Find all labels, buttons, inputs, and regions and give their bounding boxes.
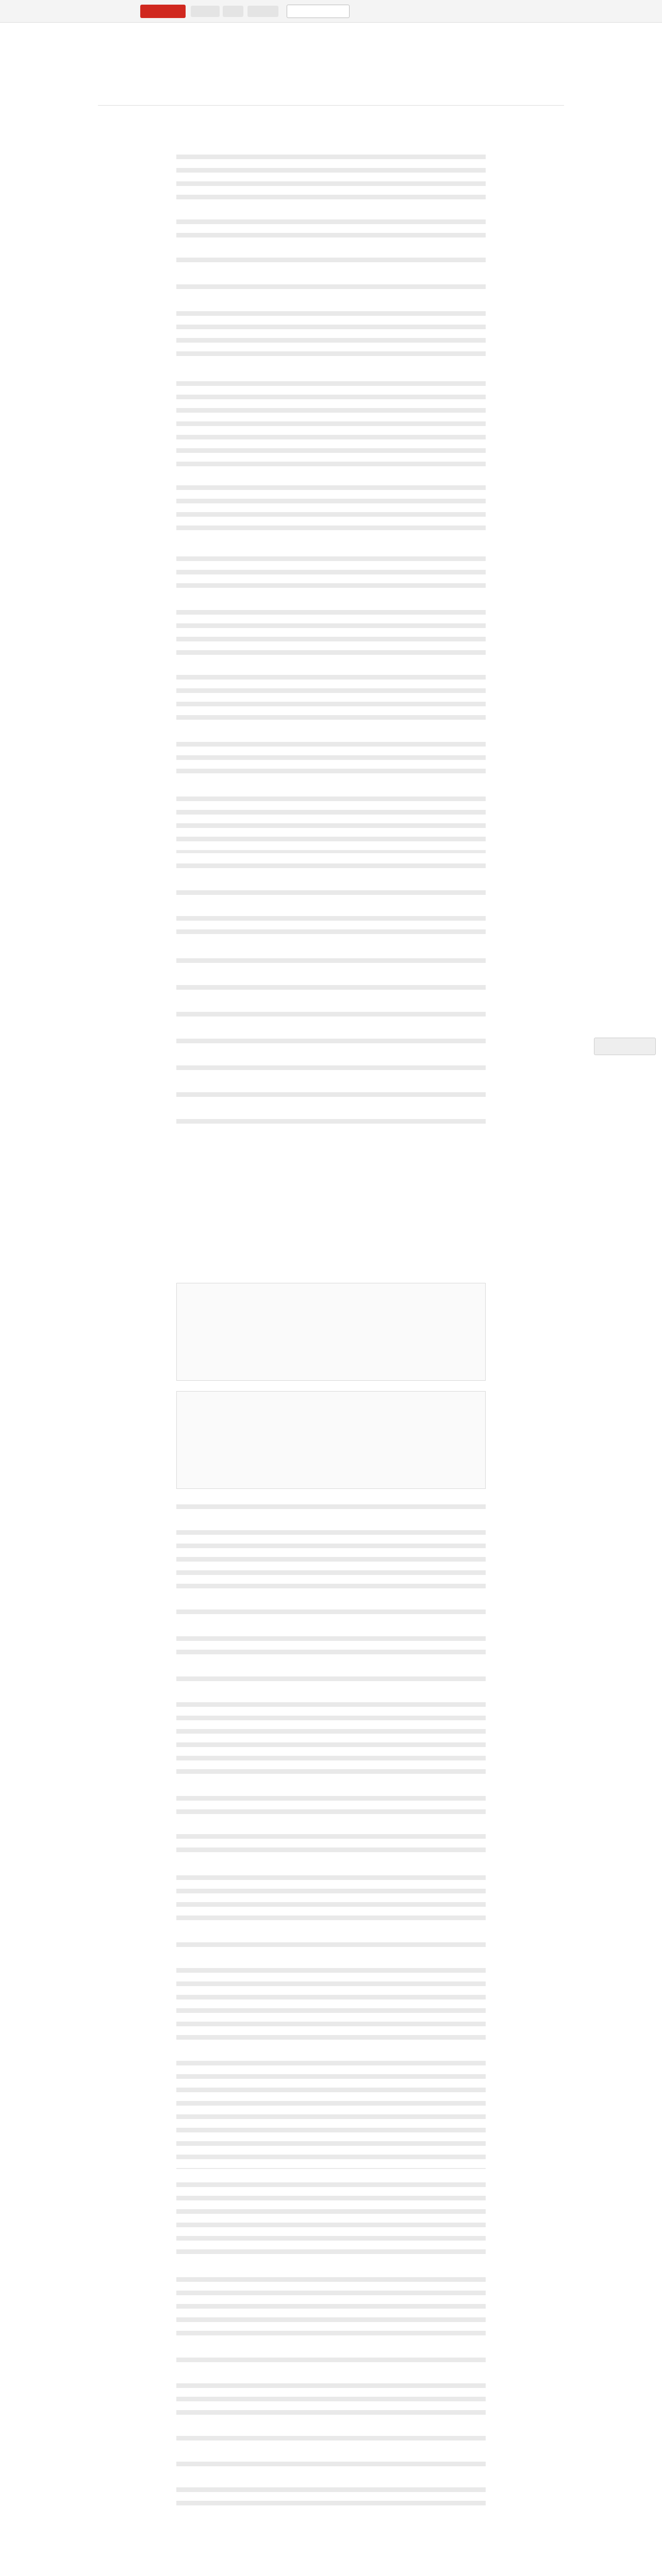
paragraph — [176, 258, 486, 270]
paragraph — [176, 155, 486, 207]
side-floating-button[interactable] — [594, 1038, 656, 1055]
series-title-link[interactable] — [98, 54, 418, 64]
paragraph — [176, 1012, 486, 1024]
chapter-title — [98, 64, 418, 74]
login-note — [98, 31, 387, 44]
breadcrumb — [98, 54, 418, 76]
nav-item-search[interactable] — [223, 6, 243, 17]
paragraph — [176, 2487, 486, 2513]
nav-item-review[interactable] — [247, 6, 278, 17]
paragraph — [176, 2436, 486, 2448]
toc-button[interactable] — [323, 91, 341, 101]
paragraph — [176, 1504, 486, 1517]
paragraph — [176, 1702, 486, 1783]
paragraph — [176, 1834, 486, 1860]
paragraph — [176, 485, 486, 539]
paragraph — [176, 1796, 486, 1822]
paragraph — [176, 1676, 486, 1689]
mission-box — [176, 1391, 486, 1489]
mission-box — [176, 1283, 486, 1381]
paragraph — [176, 1092, 486, 1105]
episode-title — [176, 124, 486, 145]
paragraph — [176, 1119, 486, 1131]
paragraph — [176, 2462, 486, 2474]
paragraph — [176, 2182, 486, 2263]
paragraph — [176, 796, 486, 853]
divider — [98, 105, 564, 106]
paragraph — [176, 1942, 486, 1955]
paragraph — [176, 610, 486, 664]
paragraph — [176, 675, 486, 728]
paragraph — [176, 863, 486, 876]
paragraph — [176, 2383, 486, 2424]
paragraph — [176, 556, 486, 597]
paragraph — [176, 219, 486, 245]
paragraph — [176, 1636, 486, 1662]
paragraph — [176, 284, 486, 297]
paragraph — [176, 1609, 486, 1622]
paragraph — [176, 1875, 486, 1929]
bookmark-add-button[interactable] — [287, 5, 350, 18]
nav-item-works[interactable] — [191, 6, 220, 17]
episode-number — [505, 115, 541, 125]
paragraph — [176, 2277, 486, 2344]
next-button[interactable] — [346, 91, 369, 101]
paragraph — [176, 2061, 486, 2169]
paragraph — [176, 742, 486, 782]
paragraph — [176, 1968, 486, 2048]
paragraph — [176, 1065, 486, 1078]
paragraph — [176, 916, 486, 942]
paragraph — [176, 890, 486, 903]
login-button[interactable] — [140, 5, 186, 18]
paragraph — [176, 2358, 486, 2370]
paragraph — [176, 958, 486, 971]
paragraph — [176, 1530, 486, 1597]
paragraph — [176, 1039, 486, 1051]
paragraph — [176, 985, 486, 997]
episode-body-continued — [176, 1504, 486, 2576]
prev-button[interactable] — [295, 91, 318, 101]
paragraph — [176, 311, 486, 365]
paragraph — [176, 381, 486, 474]
episode-body — [176, 155, 486, 1273]
top-bar — [0, 0, 662, 23]
